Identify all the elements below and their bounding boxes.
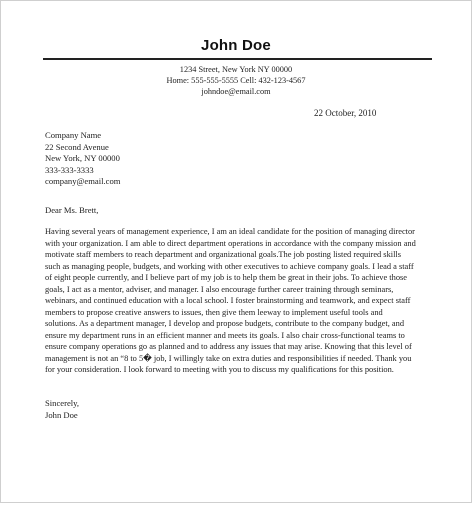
body-line: webinars, and continued education with a local school. I foster brainstorming and teamwork, and expect staff [45,296,411,305]
letter-body [45,226,435,376]
sender-email: johndoe@email.com [201,87,271,96]
recipient-block [45,130,120,188]
body-line: management is not an “8 to 5� job, I willingly take on extra duties and responsibilities if needed. Thank you [45,353,412,363]
sender-phone: Home: 555-555-5555 Cell: 432-123-4567 [166,76,306,85]
recipient-company: Company Name [45,130,102,140]
body-line: Having several years of management experience, I am an ideal candidate for the position of managing director [45,227,415,236]
body-line: ensure my department runs in an efficient manner and meets its goals. I also chair cross-functional teams to [45,330,405,340]
closing-block [45,398,79,421]
recipient-email: company@email.com [45,176,121,187]
recipient-city: New York, NY 00000 [45,153,120,164]
sender-name: John Doe [201,37,271,54]
recipient-street: 22 Second Avenue [45,141,109,152]
sender-address: 1234 Street, New York NY 00000 [179,65,293,74]
header-divider [43,58,432,60]
body-line: for your consideration. I look forward to meeting with you to discuss my qualifications for this position. [45,365,394,374]
body-line: such as managing people, budgets, and working with other executives to achieve company goals. I lead a staff [45,261,414,271]
body-line: ensure company operations go as planned and to address any issues that may arise. Knowing that this level of [45,342,412,351]
letter-date: 22 October, 2010 [314,108,377,118]
body-line: goals, I act as a mentor, adviser, and manager. I also encourage further career training through seminars, [45,284,394,294]
body-line: solutions. As a department manager, I develop and propose budgets, contribute to the company budget, and [45,319,405,328]
recipient-phone: 333-333-3333 [45,164,94,175]
body-line: motivate staff members to reach department and organizational goals.The job posting listed required skills [45,250,401,259]
signature-name: John Doe [45,409,78,420]
body-line: with your organization. I am able to direct department operations in accordance with the company mission and [45,238,416,248]
body-line: members to propose creative answers to issues, then give them leeway to implement useful tools and [45,307,383,317]
salutation: Dear Ms. Brett, [45,205,99,215]
body-line: of eight people currently, and I believe part of my job is to help them be great in their jobs. To achieve those [45,273,407,282]
valediction: Sincerely, [45,398,80,408]
